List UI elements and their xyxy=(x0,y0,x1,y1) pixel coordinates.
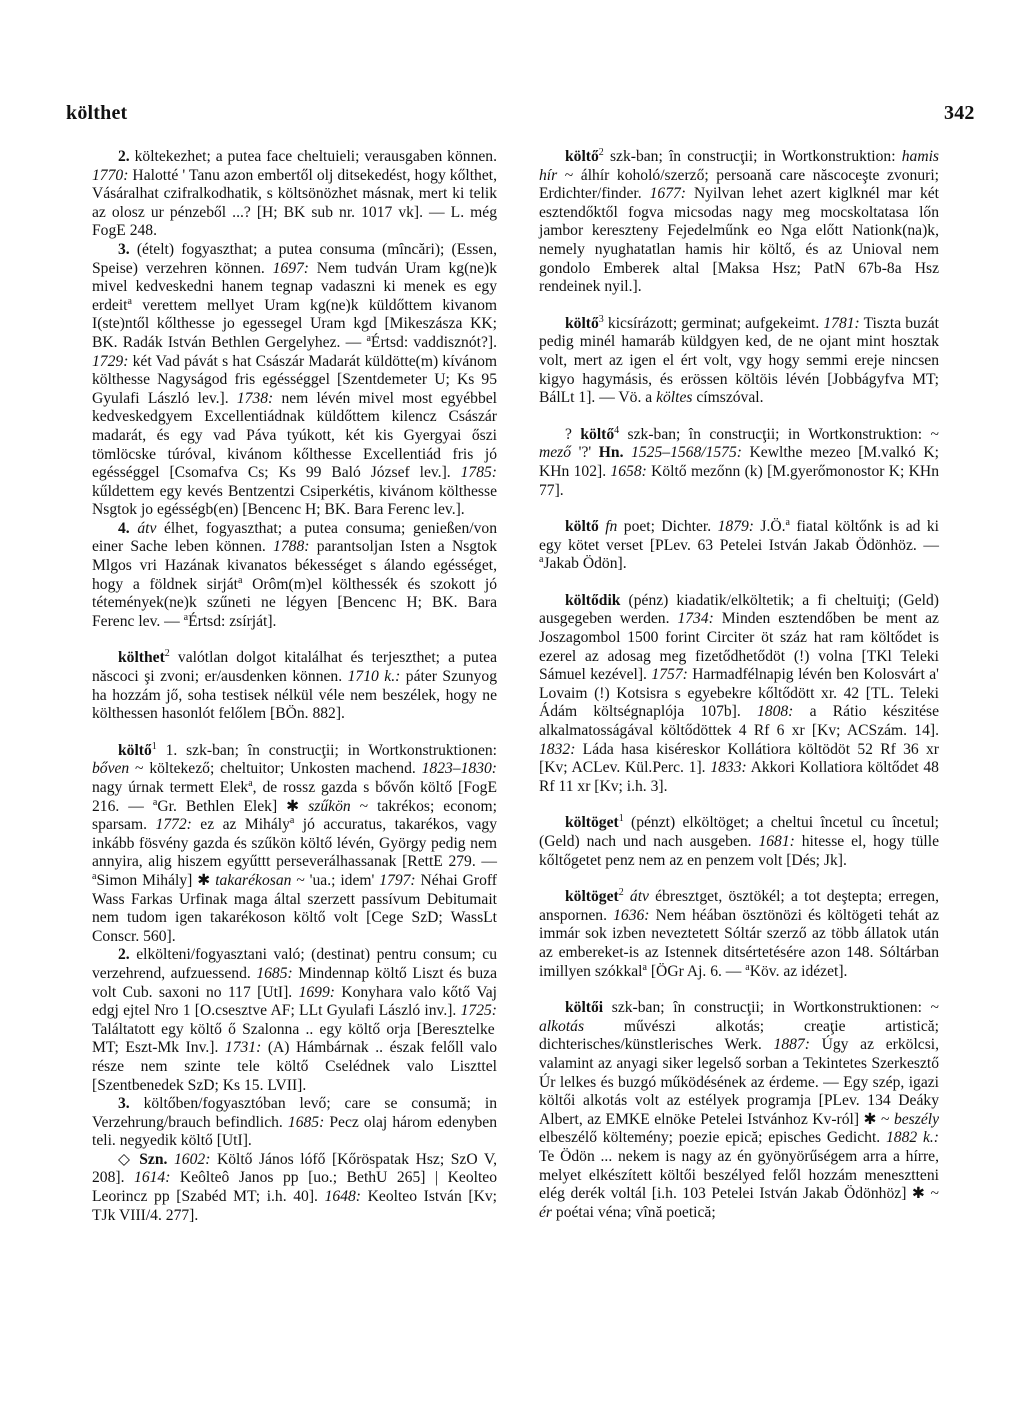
entry-kolthet1-sense-4: 4. átv élhet, fogyaszthat; a putea consuma; genießen/von einer Sache leben können. 1788: parantsoljan Isten a Nsgtok Mlgos vri Hazának kivanatos békességet s álando egésséget, hogy a földnek sirját$^a$ Orôm(m)el költhessék és szokott jó tétemények(ne)k szűneti ne légyen [Bencenc H; BK. Bara Ferenc lev. — $^a$Értsd: zsírját]. xyxy=(92,519,498,630)
headword: költő xyxy=(565,314,599,332)
entry-kolto4: ? költő$^4$ szk-ban; în construcţii; in Wortkonstruktion: ~ mező '?' Hn. 1525–1568/1575: Kewlthe mezeo [M.valkó K; KHn 102]. 1658: Költő mezőnn (k) [M.gyerőmonostor K; KHn 77]. xyxy=(539,424,940,499)
entry-koltodik: költődik (pénz) kiadatik/elköltetik; a fi cheltuiţi; (Geld) ausgegeben werden. 1734: Minden esztendőben be ment az Joszagombol 1500 forint Circiter öt száz hat ram költődet is ezerel az adosag meg fizetődhetődöt (!) volna [TKl Teleki Sámuel kezével]. 1757: Harmadfélnapig lévén ben Kolosvárt a' Lovaim (!) Kotsisra s egyebekre kőltődött xr. 42 [TL. Teleki Ádám költségnaplója 107b]. 1808: a Rátio készitése alkalmatosságával költődöttek 4 Rf 6 xr [Kv; ACSzám. 14]. 1832: Láda hasa kiséreskor Kollátiora költödöt 52 Rf 36 xr [Kv; ACLev. Kül.Perc. 1]. 1833: Akkori Kollatiora költődet 48 Rf 11 xr [Kv; i.h. 3]. xyxy=(539,591,940,795)
entry-kolto1-sense-2: 2. elkölteni/fogyasztani való; (destinat) pentru consum; cu verzehrend, aufzuessend. 1685: Mindennap költő Liszt és buza volt Cub. saxoni no 117 [UtI]. 1699: Konyhara valo kőtő Vaj edgj ejtel Nro 1 [O.csesztve AF; LLt Gyulafi László inv.]. 1725: Találtatott egy költő ő Szalonna .. egy költő orja [Beresztelke MT; Eszt-Mk Inv.]. 1731: (A) Hámbárnak .. észak felőll valo része nem szinte tele költő Cselédnek valo Liszttel [Szentbenedek SzD; Ks 15. LVII]. xyxy=(92,946,497,1094)
entry-kolto2: költő$^2$ szk-ban; în construcţii; in Wortkonstruktion: hamis hír ~ álhír koholó/szerző; persoană care născoceşte zvonuri; Erdichter/finder. 1677: Nyilvan lehet azert kiglknél mar két esztendőktől fogva micsodas nagy meg mocskoltatasa lőn jambor kereszteny Fejedelműnk eo Nga előtt Nationk(na)k, nemely nyughatatlan hamis hir költő, és az Unioval nem gondolo Emberek altal [Maksa Hsz; PatN 67b-8a Hsz rendeinek nyil.]. xyxy=(539,147,940,296)
headword: költő xyxy=(565,148,599,165)
entry-kolthet1-sense-3: 3. (ételt) fogyaszthat; a putea consuma (mîncări); (Essen, Speise) verzehren können. 1697: Nem tudván Uram kg(ne)k mivel kedveskedni hanem tegnap vadaszni ki menek es egy erdeit$^a$ verettem mellyet Uram kg(ne)k küldőttem kivanom I(ste)ntől kőlthesse jo egessegel Uram kgd [Mikeszásza KK; BK. Radák István Bethlen Gergelyhez. — $^a$Értsd: vaddisznót?]. 1729: két Vad pávát s hat Császár Madarát küldötte(m) kívánom költhesse Nagyságod fris egésséggel [Szentdemeter U; Ks 95 Gyulafi László lev.]. 1738: nem lévén mivel most egyébbel kedveskedgyem Excellentiádnak küldőttem kilencz Császár madarát, és egy vad Páva tyúkott, két kis Gyergyai őszi tömlöcske túróval, kivánom kőlthesse Excellentiád fris jó egésséggel [Csomafva Cs; Ks 99 Baló József lev.]. 1785: kűldettem egy kevés Bentzentzi Csiperkétis, kivánom költhesse Nsgtok jo egésségb(en) [Bencenc H; BK. Bara Ferenc lev.]. xyxy=(92,240,497,519)
entry-kolto1-names: ◇ Szn. 1602: Költő János lófő [Kőröspatak Hsz; SzO V, 208]. 1614: Keôlteô Janos pp [uo.; BethU 265] | Keolteo Leorincz pp [Szabéd MT; i.h. 40]. 1648: Keolteo István [Kv; TJk VIII/4. 277]. xyxy=(92,1150,498,1224)
headword: költhet xyxy=(118,649,165,667)
left-column xyxy=(92,148,497,1225)
running-head-headword: költhet xyxy=(66,102,128,124)
headword: költöget xyxy=(565,814,619,832)
entry-kolthet1-sense-2: 2. költekezhet; a putea face cheltuieli; verausgaben können. 1770: Halotté ' Tanu azon embertől olj ditsekedést, hogy kőlthet, Vásáralhat czifralkodhatik, s költsönözhet másnak, mert ki telik az olosz ur pénzeből ...? [H; BK sub nr. 1017 vk]. — L. még FogE 248. xyxy=(92,148,497,240)
diamond-icon: ◇ xyxy=(118,1150,133,1168)
entry-kolthet2: költhet$^2$ valótlan dolgot kitalálhat és terjeszthet; a putea născoci şi zvoni; er/ausdenken können. 1710 k.: páter Szunyog ha hozzám jő, soha testisek nélkül véle nem beszélek, hogy ne költhessen hasonlót felőlem [BÖn. 882]. xyxy=(92,648,497,723)
entry-kolto3: költő$^3$ kicsírázott; germinat; aufgekeimt. 1781: Tiszta buzát pedig minél hamaráb küldgyen ked, de ne ojant mint hosztak volt, mert az igen el ért volt, vgy hogy semmi ereje nincsen kigyo hagymásis, és erössen költöis lévén [Jobbágyfva MT; BálLt 1]. — Vö. a költes címszóval. xyxy=(539,313,940,407)
headword: költődik xyxy=(565,591,621,609)
headword: költő xyxy=(118,741,152,759)
page-number: 342 xyxy=(944,102,975,124)
headword: költő xyxy=(565,518,599,536)
headword: költői xyxy=(565,999,604,1017)
right-column xyxy=(539,148,939,1222)
entry-koltoget1: költöget$^1$ (pénzt) elköltöget; a cheltui încetul cu încetul; (Geld) nach und nach ausgeben. 1681: hitesse el, hogy tülle kőltőgetet penz nem az en penzem volt [Dés; Jk]. xyxy=(539,813,939,869)
entry-kolto1-sense-3: 3. költőben/fogyasztóban levő; care se consumă; in Verzehrung/brauch befindlich. 1685: Pecz olaj három edenyben teli. negyedik költő [UtI]. xyxy=(92,1095,498,1150)
entry-kolto1: költő$^1$ 1. szk-ban; în construcţii; in Wortkonstruktionen: bőven ~ költekező; cheltuitor; Unkosten machend. 1823–1830: nagy úrnak termett Elek$^a$, de rossz gazda s bővőn költő [FogE 216. — $^a$Gr. Bethlen Elek] ✱ szűkön ~ takrékos; econom; sparsam. 1772: ez az Mihály$^a$ jó accuratus, takarékos, vagy inkább fösvény gazda és szűkön költő lévén, György pedig nem annyira, alig hiszem egyűttt perseverálhassanak [RettE 279. — $^a$Simon Mihály] ✱ takarékosan ~ 'ua.; idem' 1797: Néhai Groff Wass Farkas Urfinak maga által szerzett passívum Debitumait nem tudom igen takarékoson költő volt [Cege SzD; WassLt Conscr. 560]. xyxy=(92,740,498,945)
entry-koltoget2: költöget$^2$ átv ébresztget, ösztökél; a tot deştepta; erregen, anspornen. 1636: Nem héában ösztönözi és költögeti tehát az immár sok izben neveztetett Sóltár szerző az több állatok után az embereket-is az Istennek ditsértetésére azon 148. Sóltárban imillyen szókkal$^a$ [ÖGr Aj. 6. — $^a$Köv. az idézet]. xyxy=(539,887,939,980)
headword: költő xyxy=(580,425,615,443)
entry-kolto-fn: költő fn poet; Dichter. 1879: J.Ö.$^a$ fiatal költőnk is ad ki egy kötet verset [PLev. 63 Petelei István Jakab Ödönhöz. — $^a$Jakab Ödön]. xyxy=(539,517,939,573)
entry-koltoi: költői szk-ban; în construcţii; in Wortkonstruktionen: ~ alkotás művészi alkotás; creaţie artistică; dichterisches/künstlerisches Werk. 1887: Úgy az erkölcsi, valamint az anyagi siker legelső sorban a Tekintetes Szerkesztő Úr lelkes és buzgó működésének az érdeme. — Egy szép, igazi költői alkotás volt az estélyek programja [PLev. 134 Deáky Albert, az EMKE elnöke Petelei Istvánhoz Kv-ról] ✱ ~ beszély elbeszélő költemény; poezie epică; episches Gedicht. 1882 k.: Te Ödön ... nekem is nagy az én gyönyörűségem arra a hírre, melyet elkészített költői beszélyed felől hozzám menesztteni elég derék voltál [i.h. 103 Petelei István Jakab Ödönhöz] ✱ ~ ér poétai véna; vînă poetică; xyxy=(539,999,939,1221)
headword: költöget xyxy=(565,888,619,906)
